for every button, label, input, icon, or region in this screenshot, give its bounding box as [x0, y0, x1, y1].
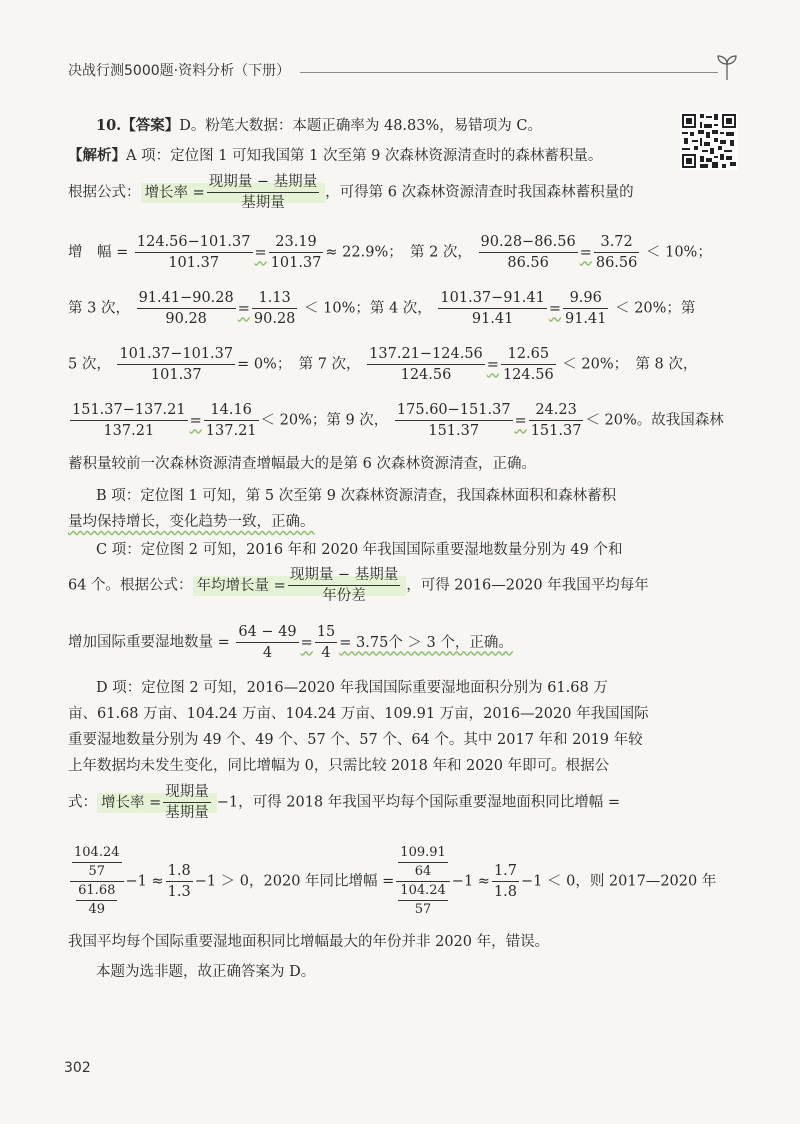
d-line-4: 上年数据均未发生变化，同比增幅为 0，只需比较 2018 年和 2020 年即可。根据公 — [68, 758, 610, 774]
d-line-2: 亩、61.68 万亩、104.24 万亩、104.24 万亩、109.91 万亩，2016—2020 年我国国际 — [68, 706, 649, 722]
formula-growth-rate-line: 根据公式： 增长率 = $\frac{\text{现期量 − 基期量}}{\text{基期量}}$ ，可得第 6 次森林资源清查时我国森林蓄积量的 — [68, 174, 634, 211]
formula-growth-rate-ratio: 增长率 = $\frac{\text{现期量}}{\text{基期量}}$ — [97, 793, 217, 813]
analysis-label: 【解析】 — [68, 147, 126, 164]
c-line-1: C 项：定位图 2 可知，2016 年和 2020 年我国国际重要湿地数量分别为 49 个和 — [96, 542, 623, 558]
header-rule — [300, 72, 718, 73]
analysis-a-intro: 【解析】A 项：定位图 1 可知我国第 1 次至第 9 次森林资源清查时的森林蓄积量。 — [68, 147, 603, 164]
d-conclusion: 我国平均每个国际重要湿地面积同比增幅最大的年份并非 2020 年，错误。 — [68, 934, 550, 950]
header-title: 决战行测5000题·资料分析（下册） — [68, 63, 291, 79]
calc-row-3: 5 次， $\frac{101.37-101.37}{101.37}$ = 0%； 第 7 次， $\frac{137.21-124.56}{124.56}$ = $\frac{12.65}{124.56}$ ＜ 20%； 第 8 次， — [68, 346, 698, 383]
d-formula-line: 式： 增长率 = $\frac{\text{现期量}}{\text{基期量}}$ −1，可得 2018 年我国平均每个国际重要湿地面积同比增幅 = — [68, 784, 621, 821]
answer-line — [96, 116, 542, 136]
a-conclusion: 蓄积量较前一次森林资源清查增幅最大的是第 6 次森林资源清查，正确。 — [68, 456, 536, 472]
b-line-2: 量均保持增长，变化趋势一致，正确。 — [68, 514, 315, 530]
calc-row-4: $\frac{151.37-137.21}{137.21}$ = $\frac{14.16}{137.21}$ ＜ 20%；第 9 次， $\frac{175.60-151.37}{151.37}$ = $\frac{24.23}{151.37}$ ＜ 20%。故我国森林 — [72, 402, 724, 439]
qr-code — [680, 112, 738, 170]
running-header — [68, 60, 748, 90]
d-line-1: D 项：定位图 2 可知，2016—2020 年我国国际重要湿地面积分别为 61.68 万 — [96, 680, 608, 696]
calc-row-1: 增 幅 = $\frac{124.56-101.37}{101.37}$ = $\frac{23.19}{101.37}$ ≈ 22.9%； 第 2 次， $\frac{90.28-86.56}{86.56}$ = $\frac{3.72}{86.56}$ ＜ 10%； — [68, 234, 712, 271]
c-formula-line: 64 个。根据公式： 年均增长量 = $\frac{\text{现期量 − 基期量}}{\text{年份差}}$ ，可得 2016—2020 年我国平均每年 — [68, 567, 649, 604]
answer-text: D。粉笔大数据：本题正确率为 48.83%，易错项为 C。 — [179, 118, 542, 134]
formula-growth-rate: 增长率 = $\frac{\text{现期量 − 基期量}}{\text{基期量}}$ — [141, 183, 326, 203]
answer-label: 10.【答案】 — [96, 117, 180, 134]
page-number: 302 — [64, 1060, 91, 1076]
final-statement: 本题为选非题，故正确答案为 D。 — [96, 964, 316, 980]
d-line-3: 重要湿地数量分别为 49 个、49 个、57 个、57 个、64 个。其中 2017 年和 2019 年较 — [68, 732, 643, 748]
b-line-1: B 项：定位图 1 可知，第 5 次至第 9 次森林资源清查，我国森林面积和森林蓄积 — [96, 488, 617, 504]
d-calc-line: $\frac{\frac{104.24}{57}}{\frac{61.68}{49}}$ −1 ≈ $\frac{1.8}{1.3}$ −1 ＞ 0，2020 年同比增幅 = $\frac{\frac{109.91}{64}}{\frac{104.24}{57}}$ −1 ≈ $\frac{1.7}{1.8}$ −1 ＜ 0，则 2017—2020 年 — [68, 844, 716, 919]
formula-annual-increase: 年均增长量 = $\frac{\text{现期量 − 基期量}}{\text{年份差}}$ — [193, 576, 407, 596]
c-calc-line: 增加国际重要湿地数量 = $\frac{64 - 49}{4}$ = $\frac{15}{4}$ = 3.75个 ＞ 3 个，正确。 — [68, 624, 513, 661]
calc-row-2: 第 3 次， $\frac{91.41-90.28}{90.28}$ = $\frac{1.13}{90.28}$ ＜ 10%；第 4 次， $\frac{101.37-91.41}{91.41}$ = $\frac{9.96}{91.41}$ ＜ 20%；第 — [68, 290, 696, 327]
sprout-icon — [714, 52, 740, 82]
